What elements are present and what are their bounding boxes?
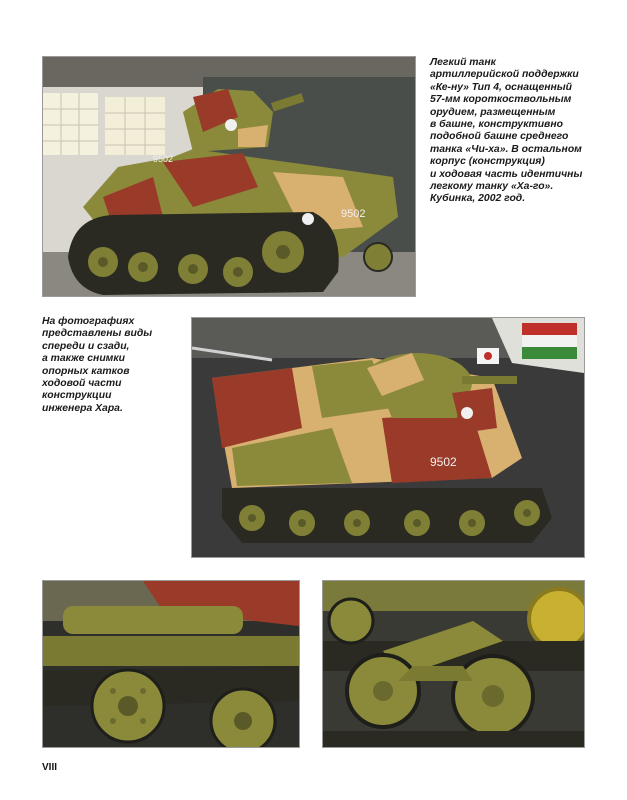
- photo-rear-suspension: [42, 580, 300, 748]
- caption-top-line: в башне, конструктивно: [430, 119, 563, 131]
- caption-middle-line: ходовой части: [42, 378, 122, 390]
- caption-middle-line: а также снимки: [42, 353, 125, 365]
- photo-bogie-detail: [322, 580, 585, 748]
- caption-top-line: 57-мм короткоствольным: [430, 94, 572, 106]
- caption-middle-line: конструкции: [42, 390, 112, 402]
- caption-top-line: «Ке-ну» Тип 4, оснащенный: [430, 81, 573, 93]
- caption-middle-line: На фотографиях: [42, 316, 135, 327]
- hull-number: 9502: [430, 455, 457, 469]
- caption-top-line: Кубинка, 2002 год.: [430, 193, 526, 205]
- page-number: VIII: [42, 762, 58, 773]
- caption-top-line: и ходовая часть идентичны: [430, 168, 583, 180]
- caption-middle-line: спереди и сзади,: [42, 340, 130, 352]
- caption-top-line: Легкий танк: [430, 57, 496, 68]
- hull-number-side: 9502: [341, 208, 366, 220]
- caption-top-line: корпус (конструкция): [430, 156, 545, 168]
- caption-top: [430, 57, 582, 206]
- caption-top-line: танка «Чи-ха». В остальном: [430, 143, 582, 155]
- photo-tank-side-view: [191, 317, 585, 558]
- caption-top-line: легкому танку «Ха-го».: [430, 181, 554, 193]
- hull-number-front: 9502: [153, 154, 174, 164]
- photo-tank-front-quarter: [42, 56, 416, 297]
- caption-top-line: артиллерийской поддержки: [430, 69, 579, 81]
- caption-middle-line: представлены виды: [42, 328, 153, 340]
- caption-top-line: подобной башне среднего: [430, 131, 569, 143]
- caption-middle: [42, 316, 152, 415]
- caption-top-line: орудием, размещенным: [430, 106, 556, 118]
- caption-middle-line: инженера Хара.: [42, 402, 123, 414]
- caption-middle-line: опорных катков: [42, 365, 130, 377]
